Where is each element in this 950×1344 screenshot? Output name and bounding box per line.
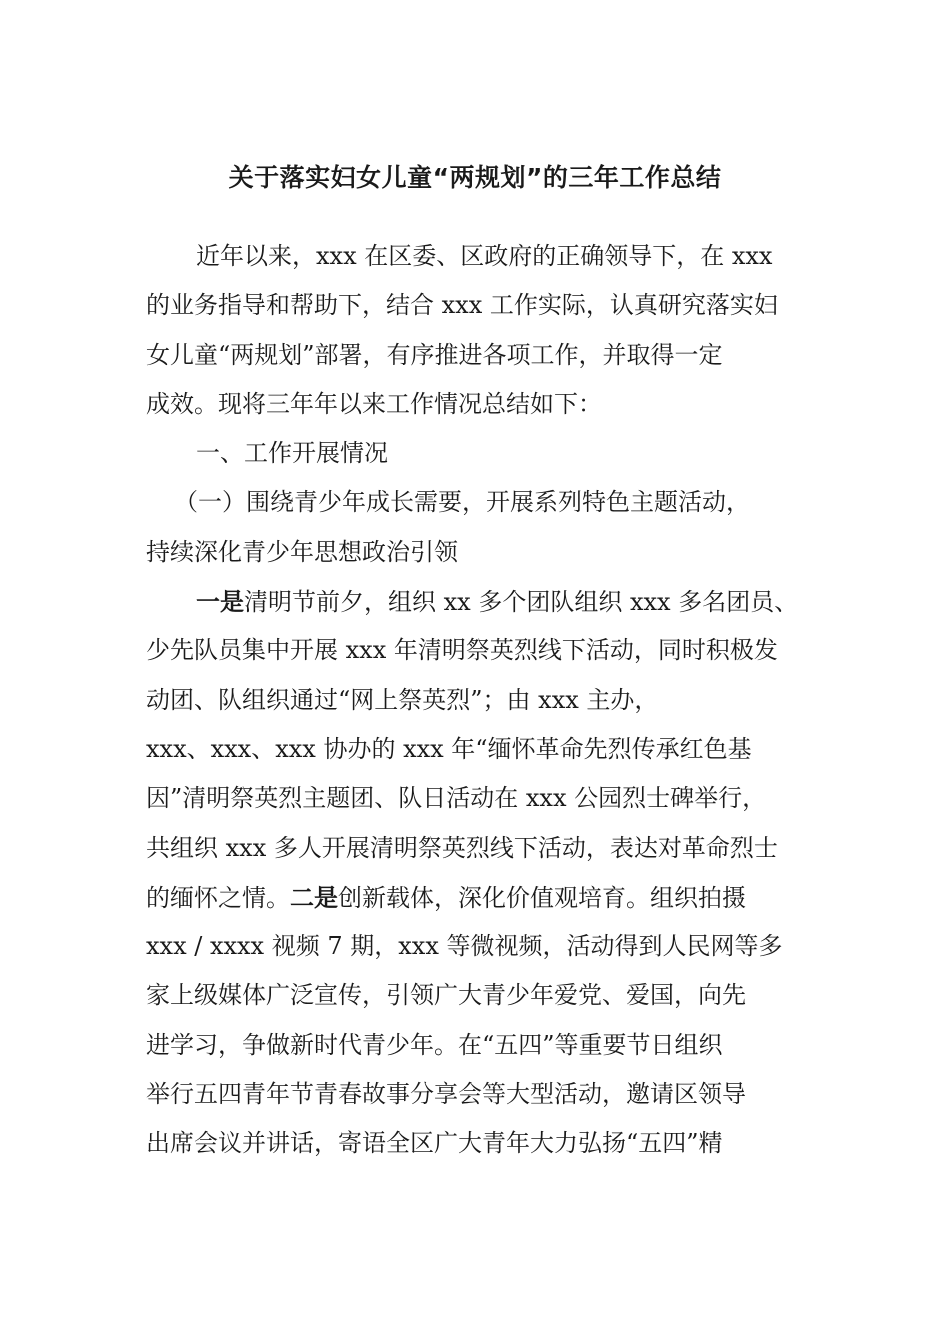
paragraph-line: xxx、xxx、xxx 协办的 xxx 年“缅怀革命先烈传承红色基 — [146, 734, 752, 763]
paragraph-line: 家上级媒体广泛宣传，引领广大青少年爱党、爱国，向先 — [146, 981, 746, 1010]
paragraph-line: 少先队员集中开展 xxx 年清明祭英烈线下活动，同时积极发 — [146, 636, 778, 665]
bold-marker: 一是 — [196, 587, 244, 617]
paragraph-line — [146, 873, 816, 922]
paragraph-text: 创新载体，深化价值观培育。组织拍摄 — [338, 883, 746, 912]
subsection-heading: 持续深化青少年思想政治引领 — [146, 537, 458, 566]
paragraph-line: 的业务指导和帮助下，结合 xxx 工作实际，认真研究落实妇 — [146, 291, 778, 320]
paragraph-text: 的缅怀之情。 — [146, 883, 290, 912]
paragraph-line: 近年以来，xxx 在区委、区政府的正确领导下，在 xxx — [196, 242, 773, 270]
paragraph-line: 因”清明祭英烈主题团、队日活动在 xxx 公园烈士碑举行， — [146, 784, 767, 813]
paragraph-text: 清明节前夕，组织 xx 多个团队组织 xxx 多名团员、 — [244, 588, 799, 617]
paragraph-line: 共组织 xxx 多人开展清明祭英烈线下活动，表达对革命烈士 — [146, 833, 778, 862]
subsection-heading: （一）围绕青少年成长需要，开展系列特色主题活动， — [174, 488, 750, 517]
paragraph-line: 动团、队组织通过“网上祭英烈”；由 xxx 主办， — [146, 685, 659, 714]
paragraph-line — [146, 577, 816, 626]
paragraph-line: 女儿童“两规划”部署，有序推进各项工作，并取得一定 — [146, 340, 723, 369]
paragraph-line: 成效。现将三年年以来工作情况总结如下： — [146, 389, 602, 418]
paragraph-line: xxx / xxxx 视频 7 期，xxx 等微视频，活动得到人民网等多 — [146, 932, 783, 961]
section-heading: 一、工作开展情况 — [196, 439, 388, 468]
bold-marker: 二是 — [290, 882, 338, 912]
paragraph-line: 举行五四青年节青春故事分享会等大型活动，邀请区领导 — [146, 1080, 746, 1109]
document-body — [146, 232, 816, 1169]
document-title: 关于落实妇女儿童“两规划”的三年工作总结 — [228, 163, 722, 192]
paragraph-line: 出席会议并讲话，寄语全区广大青年大力弘扬“五四”精 — [146, 1129, 723, 1158]
paragraph-line: 进学习，争做新时代青少年。在“五四”等重要节日组织 — [146, 1030, 723, 1059]
